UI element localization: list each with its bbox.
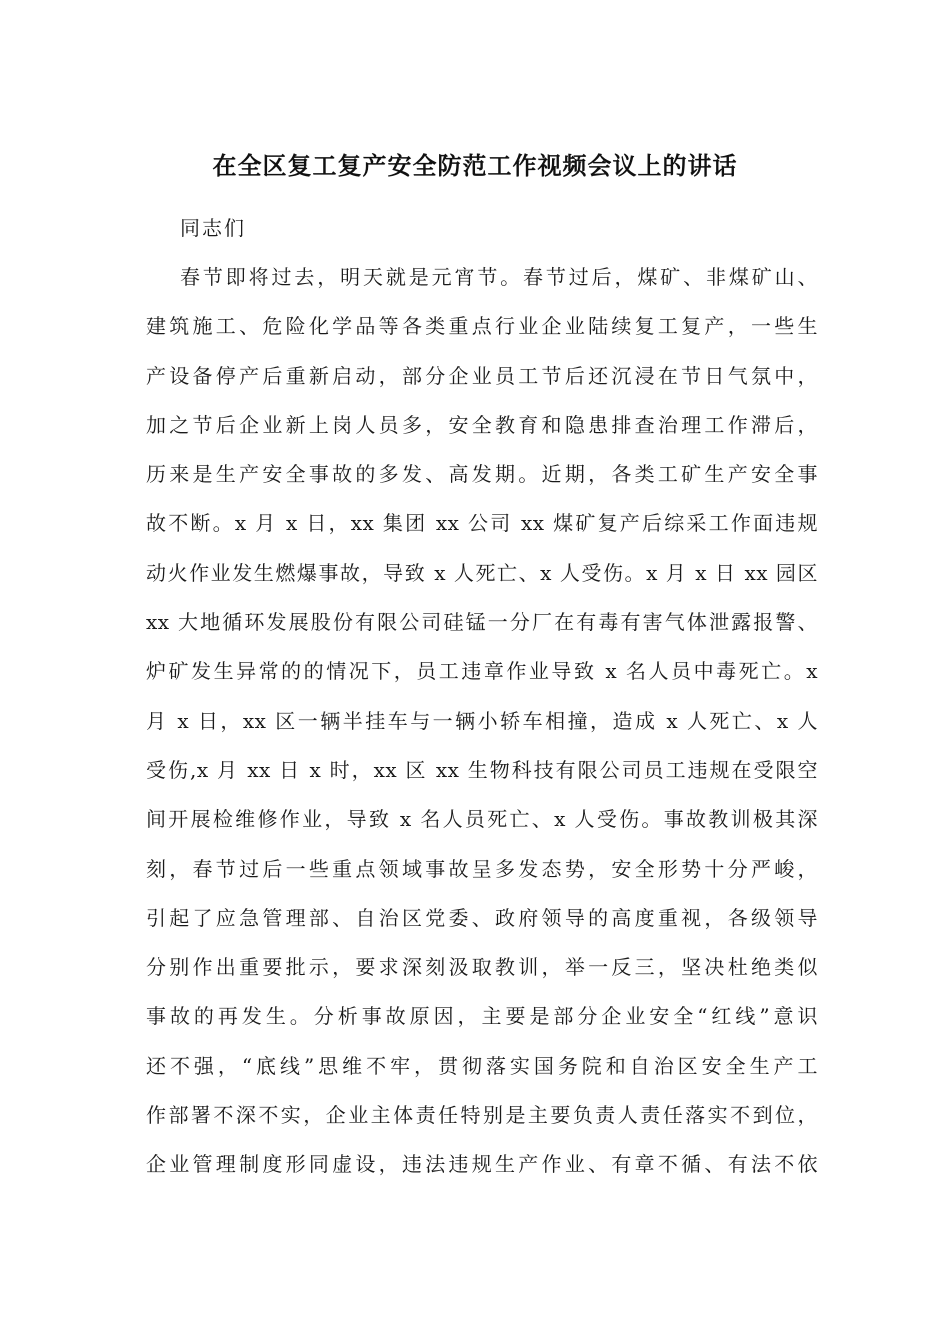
body-line: 引起了应急管理部、自治区党委、政府领导的高度重视，各级领导 [146, 905, 818, 930]
body-line: 间开展检维修作业，导致 x 名人员死亡、x 人受伤。事故教训极其深 [146, 807, 818, 832]
body-line: 受伤,x 月 xx 日 x 时，xx 区 xx 生物科技有限公司员工违规在受限空 [146, 757, 818, 782]
document-title: 在全区复工复产安全防范工作视频会议上的讲话 [212, 152, 738, 180]
body-line: 刻，春节过后一些重点领域事故呈多发态势，安全形势十分严峻， [146, 856, 818, 881]
body-line: 产设备停产后重新启动，部分企业员工节后还沉浸在节日气氛中， [146, 363, 818, 388]
body-line: 事故的再发生。分析事故原因，主要是部分企业安全“红线”意识 [146, 1004, 818, 1029]
body-line: 企业管理制度形同虚设，违法违规生产作业、有章不循、有法不依 [146, 1152, 818, 1177]
body-line: xx 大地循环发展股份有限公司硅锰一分厂在有毒有害气体泄露报警、 [146, 610, 818, 635]
body-paragraph [146, 262, 818, 1199]
salutation: 同志们 [180, 216, 246, 240]
body-line: 炉矿发生异常的的情况下，员工违章作业导致 x 名人员中毒死亡。x [146, 659, 818, 684]
body-line: 历来是生产安全事故的多发、高发期。近期，各类工矿生产安全事 [146, 462, 818, 487]
body-line: 动火作业发生燃爆事故，导致 x 人死亡、x 人受伤。x 月 x 日 xx 园区 [146, 560, 818, 585]
body-line: 还不强，“底线”思维不牢，贯彻落实国务院和自治区安全生产工 [146, 1053, 818, 1078]
body-line: 作部署不深不实，企业主体责任特别是主要负责人责任落实不到位， [146, 1103, 818, 1128]
body-line: 加之节后企业新上岗人员多，安全教育和隐患排查治理工作滞后， [146, 412, 818, 437]
body-line: 春节即将过去，明天就是元宵节。春节过后，煤矿、非煤矿山、 [180, 265, 818, 289]
body-line: 分别作出重要批示，要求深刻汲取教训，举一反三，坚决杜绝类似 [146, 955, 818, 980]
body-line: 建筑施工、危险化学品等各类重点行业企业陆续复工复产，一些生 [146, 314, 818, 339]
body-line: 故不断。x 月 x 日，xx 集团 xx 公司 xx 煤矿复产后综采工作面违规 [146, 511, 818, 536]
body-line: 月 x 日，xx 区一辆半挂车与一辆小轿车相撞，造成 x 人死亡、x 人 [146, 708, 818, 733]
